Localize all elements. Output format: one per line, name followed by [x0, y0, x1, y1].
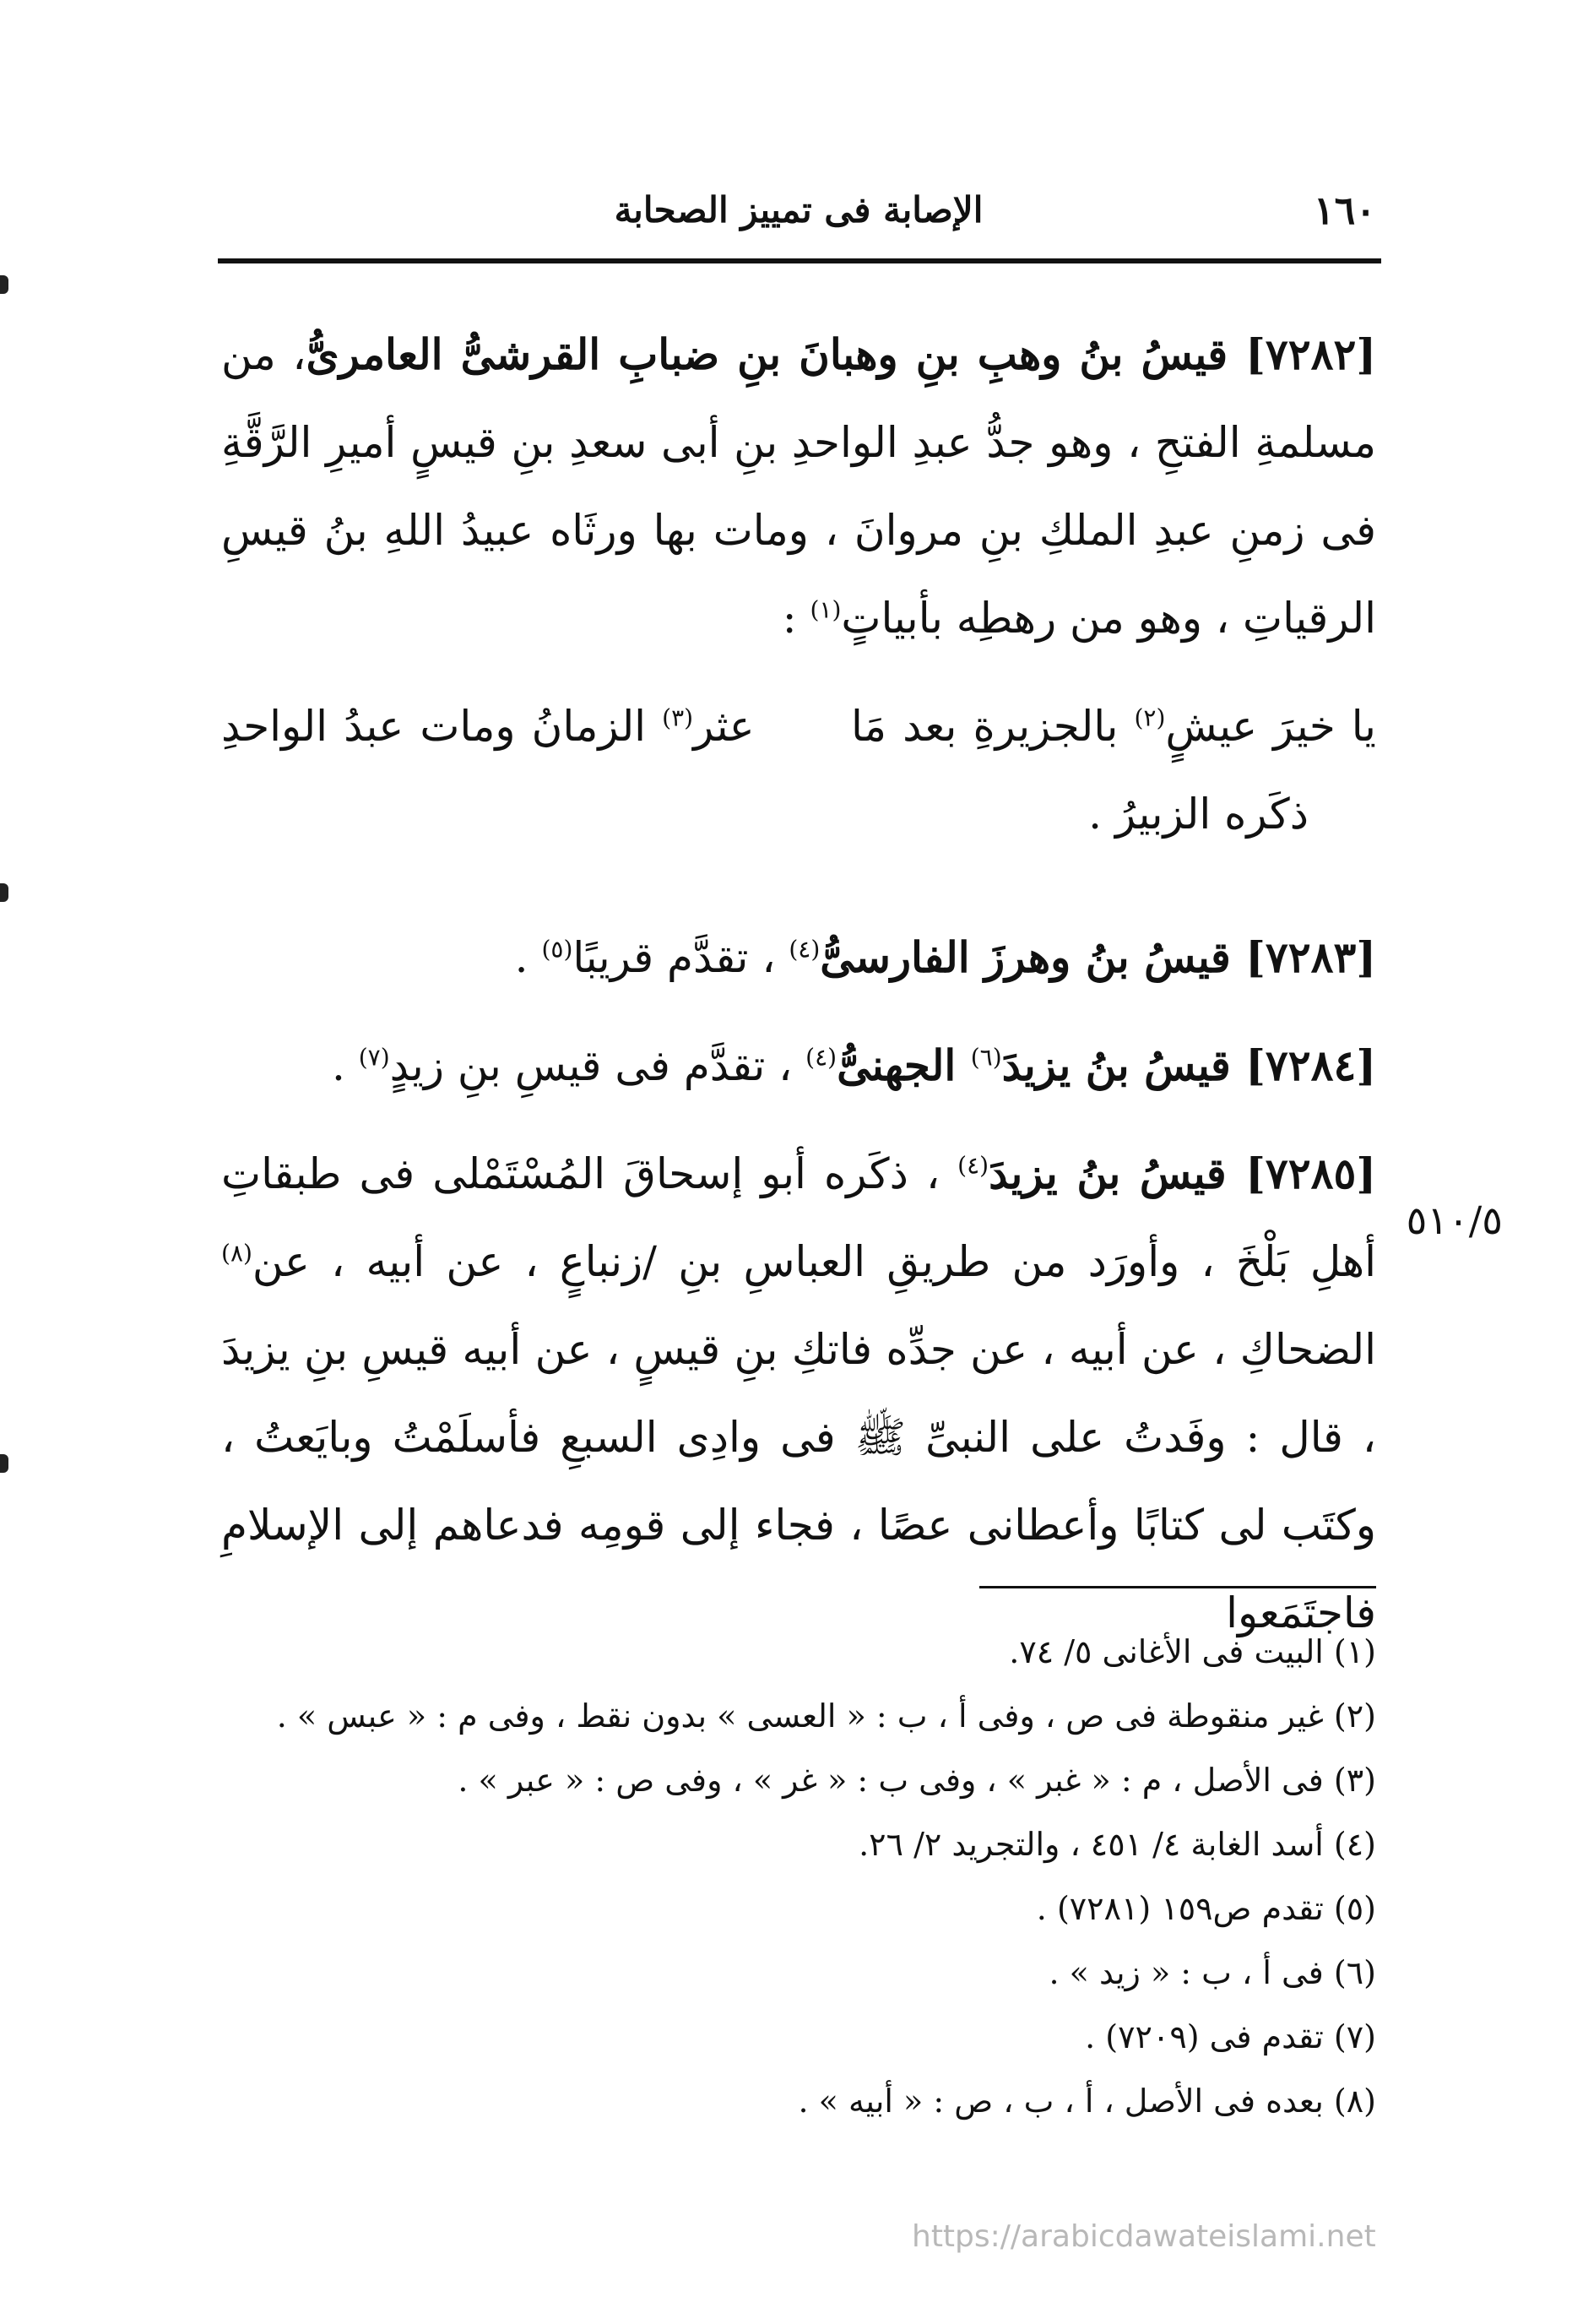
entry-7285 [221, 1130, 1376, 1657]
entry-7284 [221, 1022, 1376, 1110]
footnote-2: (٢) غير منقوطة فى ص ، وفى أ ، ب : « العسى » بدون نقط ، وفى م : « عبس » . [276, 1697, 1376, 1735]
scan-edge-mark [0, 275, 8, 294]
entry-heading: [٧٢٨٣] قيسُ بنُ وهرزَ الفارسىُّ [820, 932, 1376, 982]
footnote-marker: (٥) [541, 935, 573, 964]
footnote-marker: (٢) [1134, 703, 1166, 732]
verse-attribution: ذكَره الزبيرُ . [1088, 790, 1309, 839]
verse-hemistich-first: يا خيرَ عيشٍ [1165, 702, 1376, 751]
verse-hemistich-second-end: الزمانُ ومات عبدُ الواحدِ [221, 702, 663, 751]
footnote-8: (٨) بعده فى الأصل ، أ ، ب ، ص : « أبيه » . [798, 2082, 1376, 2120]
entry-text: ، ذكَره أبو إسحاقَ المُسْتَمْلى فى طبقاتِ أهلِ بَلْخَ ، وأورَد من طريقِ العباسِ بنِ /زنباعٍ ، عن أبيه ، عن [221, 1149, 1376, 1286]
entry-text: ، من مسلمةِ الفتحِ ، وهو جدُّ عبدِ الواحدِ بنِ أبى سعدِ بنِ قيسٍ أميرِ الرَّقَّةِ فى زمنِ عبدِ الملكِ بنِ مروانَ ، ومات بها ورثَاه عبيدُ اللهِ بنُ قيسِ الرقياتِ ، وهو من رهطِه بأبياتٍ [221, 330, 1376, 643]
entry-text: ، تقدَّم فى قيسِ بنِ زيدٍ [389, 1041, 806, 1090]
entry-text: ، تقدَّم قريبًا [572, 933, 789, 982]
entry-text-continued: الضحاكِ ، عن أبيه ، عن جدِّه فاتكِ بنِ قيسٍ ، عن أبيه قيسِ بنِ يزيدَ ، قال : وفَدتُ على النبىِّ ﷺ فى وادِى السبعِ فأسلَمْتُ وبايَعتُ ، وكتَب لى كتابًا وأعطانى عصًا ، فجاء إلى قومِه فدعاهم إلى الإسلامِ فاجتَمَعوا [221, 1325, 1376, 1637]
main-text [221, 311, 1376, 1677]
page-number: ١٦٠ [1313, 187, 1376, 233]
verse-line [221, 682, 1376, 770]
footnote-marker: (١) [810, 595, 842, 624]
footnote-3: (٣) فى الأصل ، م : « غبر » ، وفى ب : « غر » ، وفى ص : « عبر » . [458, 1762, 1376, 1799]
entry-7282 [221, 311, 1376, 662]
entry-heading: [٧٢٨٥] قيسُ بنُ يزيدَ [989, 1148, 1376, 1198]
scan-edge-mark [0, 1454, 8, 1473]
footnote-1: (١) البيت فى الأغانى ٥/ ٧٤. [1009, 1633, 1376, 1670]
entry-text-end: . [331, 1041, 359, 1090]
entry-heading: [٧٢٨٤] قيسُ بنُ يزيدَ [1001, 1040, 1376, 1090]
footnote-4: (٤) أسد الغابة ٤/ ٤٥١ ، والتجريد ٢/ ٢٦. [859, 1826, 1376, 1863]
footnote-6: (٦) فى أ ، ب : « زيد » . [1049, 1954, 1376, 1991]
watermark-url: https://arabicdawateislami.net [912, 2219, 1376, 2254]
verse-hemistich-second: عثر [693, 702, 755, 751]
verse-hemistich-first-end: بالجزيرةِ بعد مَا [851, 702, 1135, 751]
footnote-marker: (٤) [805, 1043, 837, 1072]
header-rule [218, 258, 1381, 263]
poetry-verse [221, 682, 1376, 893]
footnotes [221, 1620, 1376, 2133]
footnote-7: (٧) تقدم فى (٧٢٠٩) . [1085, 2018, 1376, 2055]
entry-heading-nisba: الجهنىُّ [837, 1040, 971, 1090]
footnote-marker: (٤) [789, 935, 821, 964]
entry-heading: [٧٢٨٢] قيسُ بنُ وهبِ بنِ وهبانَ بنِ ضبابِ القرشىُّ العامرىُّ [306, 329, 1376, 379]
page-header [221, 187, 1376, 235]
footnote-marker: (٤) [957, 1151, 989, 1180]
entry-text-end: : [782, 594, 810, 643]
margin-volume-page-ref: ٥١٠/٥ [1406, 1197, 1503, 1243]
entry-text-end: . [514, 933, 542, 982]
footnote-marker: (٨) [221, 1239, 252, 1268]
entry-7283 [221, 914, 1376, 1002]
running-title: الإصابة فى تمييز الصحابة [614, 189, 984, 231]
footnote-marker: (٣) [662, 703, 694, 732]
scan-edge-mark [0, 883, 8, 902]
footnote-rule [979, 1586, 1376, 1588]
footnote-5: (٥) تقدم ص١٥٩ (٧٢٨١) . [1036, 1890, 1376, 1927]
footnote-marker: (٧) [358, 1043, 390, 1072]
footnote-marker: (٦) [970, 1043, 1002, 1072]
